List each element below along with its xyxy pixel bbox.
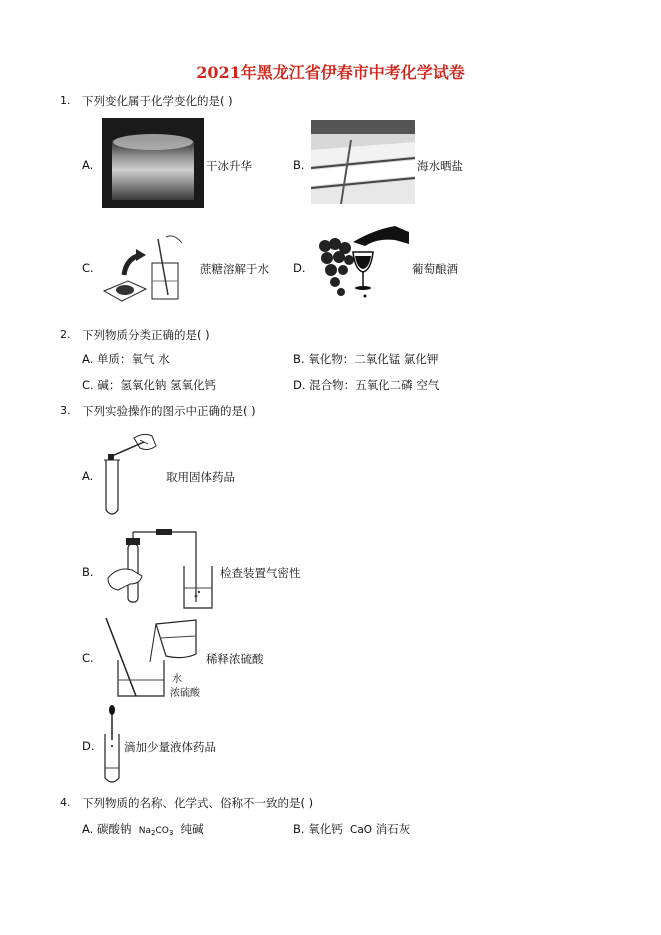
airtightness-check-diagram <box>100 526 220 612</box>
q1-option-d-letter: D. <box>293 261 306 275</box>
q4-option-a-formula: $Na_2CO_3$ <box>138 826 174 837</box>
q4-option-b-letter: B. <box>293 822 305 836</box>
q1-option-c-text: 蔗糖溶解于水 <box>200 262 269 276</box>
q4-option-a-common: 纯碱 <box>180 822 204 836</box>
q4-option-b-common: 消石灰 <box>375 822 411 836</box>
question-1-stem: 下列变化属于化学变化的是( ) <box>82 94 233 108</box>
q1-option-b-text: 海水晒盐 <box>417 159 463 173</box>
dry-ice-photo <box>102 118 204 208</box>
solid-taking-diagram <box>100 430 160 518</box>
q3-option-a-letter: A. <box>82 469 94 483</box>
q4-option-b-name: 氧化钙 <box>308 822 343 836</box>
q1-option-b-letter: B. <box>293 158 305 172</box>
q1-option-a-letter: A. <box>82 158 94 172</box>
question-3-number: 3. <box>60 404 71 417</box>
question-1-number: 1. <box>60 94 71 107</box>
q1-option-d-text: 葡萄酿酒 <box>412 262 458 276</box>
q4-option-a-letter: A. <box>82 822 94 836</box>
salt-pans-photo <box>311 120 415 204</box>
q2-option-c: C. 碱：氢氧化钠 氢氧化钙 <box>82 378 216 392</box>
water-label: 水 <box>172 674 182 685</box>
sugar-dissolving-diagram <box>102 233 200 303</box>
q4-option-a-name: 碳酸钠 <box>96 822 132 836</box>
q4-option-a <box>82 821 204 837</box>
q2-option-d: D. 混合物：五氧化二磷 空气 <box>293 378 440 392</box>
question-4-number: 4. <box>60 796 71 809</box>
q1-option-c-letter: C. <box>82 261 94 275</box>
q3-option-c-letter: C. <box>82 651 94 665</box>
concentrated-acid-label: 浓硫酸 <box>170 688 200 699</box>
q1-option-a-text: 干冰升华 <box>206 159 252 173</box>
question-3-stem: 下列实验操作的图示中正确的是( ) <box>82 404 256 418</box>
wine-making-diagram <box>313 224 413 304</box>
question-2-stem: 下列物质分类正确的是( ) <box>82 328 210 342</box>
q4-option-b-formula: CaO <box>350 824 373 836</box>
q3-option-d-letter: D. <box>82 739 95 753</box>
page-title: 2021年黑龙江省伊春市中考化学试卷 <box>196 63 465 82</box>
q3-option-c-text: 稀释浓硫酸 <box>206 652 264 666</box>
q3-option-a-text: 取用固体药品 <box>166 470 235 484</box>
q2-option-b: B. 氧化物：二氧化锰 氯化钾 <box>293 352 439 366</box>
question-2-number: 2. <box>60 328 71 341</box>
q2-option-a: A. 单质：氧气 水 <box>82 352 170 366</box>
dropper-diagram <box>102 704 122 784</box>
q3-option-b-text: 检查装置气密性 <box>220 566 301 580</box>
question-4-stem: 下列物质的名称、化学式、俗称不一致的是( ) <box>82 796 314 810</box>
q4-option-b <box>293 821 410 837</box>
q3-option-d-text: 滴加少量液体药品 <box>124 740 216 754</box>
q3-option-b-letter: B. <box>82 565 94 579</box>
